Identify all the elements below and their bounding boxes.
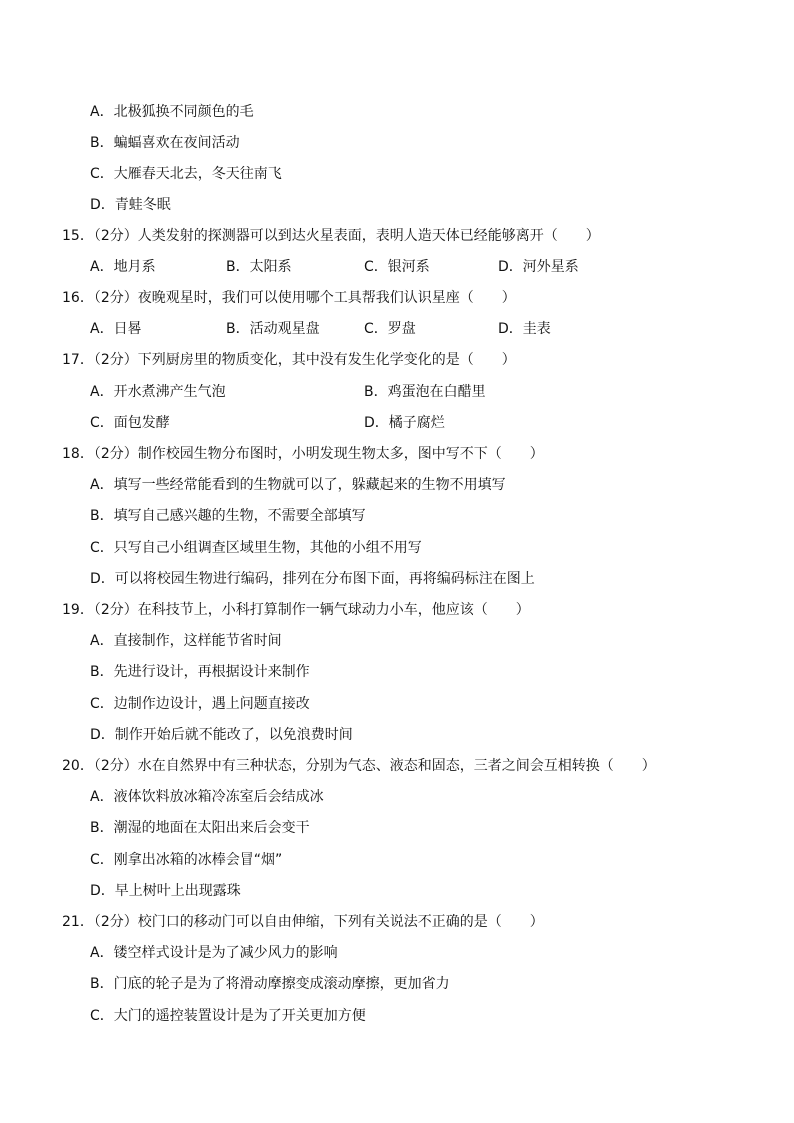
q20-option-a: A．液体饮料放冰箱冷冻室后会结成冰 [90, 789, 324, 805]
q20-option-d: D．早上树叶上出现露珠 [90, 883, 241, 899]
q20-stem: 20．（2分）水在自然界中有三种状态，分别为气态、液态和固态，三者之间会互相转换（ ） [62, 758, 656, 774]
q19-option-a: A．直接制作，这样能节省时间 [90, 633, 282, 649]
q17-option-a: A．开水煮沸产生气泡 [90, 384, 226, 400]
q20-option-c: C．刚拿出冰箱的冰棒会冒“烟” [90, 852, 283, 868]
q19-stem: 19．（2分）在科技节上，小科打算制作一辆气球动力小车，他应该（ ） [62, 602, 530, 618]
q19-option-b: B．先进行设计，再根据设计来制作 [90, 664, 310, 680]
q21-stem: 21．（2分）校门口的移动门可以自由伸缩，下列有关说法不正确的是（ ） [62, 914, 544, 930]
q14-option-c: C．大雁春天北去，冬天往南飞 [90, 166, 282, 182]
q19-option-d: D．制作开始后就不能改了，以免浪费时间 [90, 727, 353, 743]
q18-stem: 18．（2分）制作校园生物分布图时，小明发现生物太多，图中写不下（ ） [62, 446, 544, 462]
q15-option-c: C．银河系 [364, 259, 430, 275]
q15-option-b: B．太阳系 [226, 259, 292, 275]
q16-option-d: D．圭表 [498, 321, 551, 337]
q16-option-c: C．罗盘 [364, 321, 416, 337]
q21-option-a: A．镂空样式设计是为了减少风力的影响 [90, 945, 338, 961]
q21-option-b: B．门底的轮子是为了将滑动摩擦变成滚动摩擦，更加省力 [90, 976, 450, 992]
q15-option-d: D．河外星系 [498, 259, 579, 275]
q18-option-d: D．可以将校园生物进行编码，排列在分布图下面，再将编码标注在图上 [90, 571, 535, 587]
q17-stem: 17．（2分）下列厨房里的物质变化，其中没有发生化学变化的是（ ） [62, 352, 516, 368]
q14-option-b: B．蝙蝠喜欢在夜间活动 [90, 135, 240, 151]
q16-option-b: B．活动观星盘 [226, 321, 320, 337]
q14-option-a: A．北极狐换不同颜色的毛 [90, 104, 254, 120]
q17-option-d: D．橘子腐烂 [364, 415, 445, 431]
q15-stem: 15．（2分）人类发射的探测器可以到达火星表面，表明人造天体已经能够离开（ ） [62, 228, 600, 244]
q14-option-d: D．青蛙冬眠 [90, 197, 171, 213]
q18-option-a: A．填写一些经常能看到的生物就可以了，躲藏起来的生物不用填写 [90, 477, 506, 493]
q16-option-a: A．日晷 [90, 321, 142, 337]
q16-stem: 16．（2分）夜晚观星时，我们可以使用哪个工具帮我们认识星座（ ） [62, 290, 516, 306]
q15-option-a: A．地月系 [90, 259, 156, 275]
q18-option-b: B．填写自己感兴趣的生物，不需要全部填写 [90, 508, 366, 524]
q19-option-c: C．边制作边设计，遇上问题直接改 [90, 696, 310, 712]
q18-option-c: C．只写自己小组调查区域里生物，其他的小组不用写 [90, 540, 422, 556]
q20-option-b: B．潮湿的地面在太阳出来后会变干 [90, 820, 310, 836]
q17-option-b: B．鸡蛋泡在白醋里 [364, 384, 486, 400]
q17-option-c: C．面包发酵 [90, 415, 170, 431]
q21-option-c: C．大门的遥控装置设计是为了开关更加方便 [90, 1008, 366, 1024]
